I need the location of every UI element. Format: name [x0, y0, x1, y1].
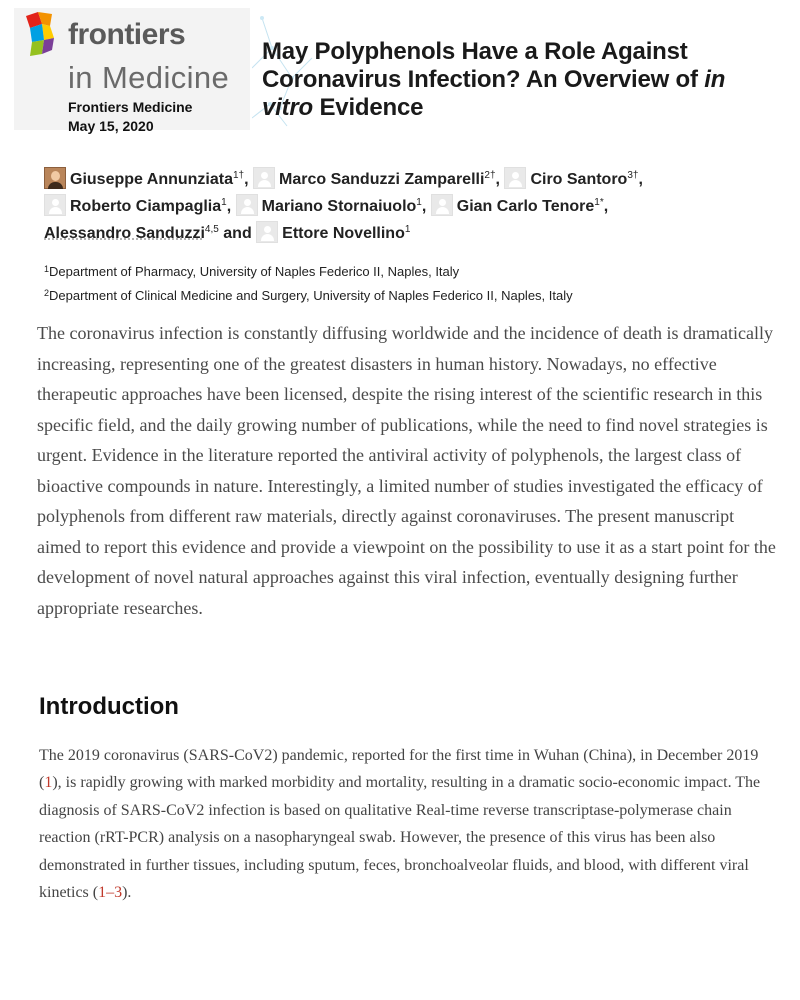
affiliation-text: Department of Clinical Medicine and Surgery, University of Naples Federico II, Naples, Italy	[49, 288, 573, 303]
affiliation-number: 2	[44, 288, 50, 298]
title-panel	[252, 8, 800, 130]
author-affiliation-marker: 2†	[484, 170, 496, 181]
author-list	[44, 166, 784, 247]
avatar-placeholder-icon[interactable]	[504, 167, 526, 189]
author-affiliation-marker: 1	[221, 197, 227, 208]
author-name[interactable]: Ettore Novellino	[282, 225, 405, 242]
section-heading-introduction: Introduction	[39, 693, 179, 720]
journal-logo[interactable]	[14, 8, 250, 134]
title-text-part1: May Polyphenols Have a Role Against Coronavirus Infection? An Overview of	[262, 38, 705, 93]
author-name[interactable]: Alessandro Sanduzzi	[44, 225, 205, 242]
avatar-placeholder-icon[interactable]	[256, 221, 278, 243]
reference-link-1[interactable]: 1	[44, 774, 53, 792]
author-entry	[256, 225, 410, 242]
affiliation-2	[44, 288, 784, 304]
title-text-part2: Evidence	[313, 94, 424, 121]
author-name[interactable]: Giuseppe Annunziata	[70, 171, 233, 188]
intro-text-segment: ).	[122, 884, 132, 902]
author-separator: ,	[421, 198, 427, 215]
frontiers-logo-icon	[22, 12, 66, 58]
author-separator: ,	[638, 171, 643, 188]
intro-text-segment: ), is rapidly growing with marked morbidity and mortality, resulting in a dramatic socio-economic impact. The diagnosis of SARS-CoV2 infection is based on qualitative Real-time reverse transcriptase-polymerase chain reaction (rRT-PCR) analysis on a nasopharyngeal swab. However, the presence of this virus has been also demonstrated in further tissues, including sputum, feces, bronchoalveolar fluids, and blood, with different viral kinetics (	[39, 774, 761, 902]
author-affiliation-marker: 4,5	[204, 224, 219, 235]
author-separator: ,	[244, 171, 249, 188]
author-entry	[431, 198, 608, 215]
publication-date: May 15, 2020	[68, 118, 154, 134]
reference-link-1[interactable]: 1	[98, 884, 107, 902]
author-entry	[44, 171, 249, 188]
author-entry	[44, 225, 252, 242]
article-header	[0, 0, 800, 148]
reference-range-dash: –	[106, 884, 115, 902]
author-entry	[504, 171, 642, 188]
author-separator: ,	[226, 198, 232, 215]
author-name[interactable]: Gian Carlo Tenore	[456, 198, 595, 215]
abstract-text: The coronavirus infection is constantly diffusing worldwide and the incidence of death is dramatically increasing, representing one of the greatest disasters in human history. Nowadays, no effective therapeutic approaches have been licensed, despite the rising interest of the scientific research in this specific field, and the daily growing number of publications, while the need to find novel strategies is urgent. Evidence in the literature reported the antiviral activity of polyphenols, the largest class of bioactive compounds in nature. Interestingly, a limited number of studies investigated the efficacy of polyphenols from different raw materials, directly against coronaviruses. The present manuscript aimed to report this evidence and provide a viewpoint on the possibility to use it as a start point for the development of novel natural approaches against this viral infection, eventually designing further appropriate researches.	[37, 323, 776, 618]
author-name[interactable]: Roberto Ciampaglia	[70, 198, 222, 215]
author-affiliation-marker: 1	[404, 224, 411, 235]
introduction-paragraph	[39, 742, 779, 906]
author-separator: and	[218, 225, 252, 242]
author-entry	[253, 171, 500, 188]
author-affiliation-marker: 3†	[627, 170, 639, 181]
author-name[interactable]: Ciro Santoro	[530, 171, 628, 188]
author-separator: ,	[603, 198, 609, 215]
avatar-placeholder-icon[interactable]	[236, 194, 258, 216]
author-separator: ,	[495, 171, 500, 188]
affiliation-text: Department of Pharmacy, University of Naples Federico II, Naples, Italy	[49, 264, 460, 279]
author-entry	[236, 198, 427, 215]
author-entry	[44, 198, 231, 215]
author-affiliation-marker: 1*	[594, 197, 604, 208]
author-name[interactable]: Marco Sanduzzi Zamparelli	[279, 171, 485, 188]
title-italic: in vitro	[262, 66, 726, 121]
avatar-placeholder-icon[interactable]	[431, 194, 453, 216]
brand-subtitle: in Medicine	[68, 60, 230, 95]
author-affiliation-marker: 1	[416, 197, 422, 208]
reference-link-3[interactable]: 3	[114, 884, 123, 902]
avatar-placeholder-icon[interactable]	[44, 194, 66, 216]
journal-name: Frontiers Medicine	[68, 99, 193, 115]
avatar-placeholder-icon[interactable]	[253, 167, 275, 189]
affiliation-1	[44, 264, 784, 280]
author-photo[interactable]	[44, 167, 66, 189]
intro-text-segment: The 2019 coronavirus (SARS-CoV2) pandemic, reported for the first time in Wuhan (China), in December 2019 (	[39, 747, 759, 792]
author-name[interactable]: Mariano Stornaiuolo	[261, 198, 417, 215]
article-title	[262, 38, 782, 122]
author-affiliation-marker: 1†	[232, 170, 245, 181]
brand-word: frontiers	[68, 18, 186, 51]
affiliation-number: 1	[44, 264, 50, 274]
